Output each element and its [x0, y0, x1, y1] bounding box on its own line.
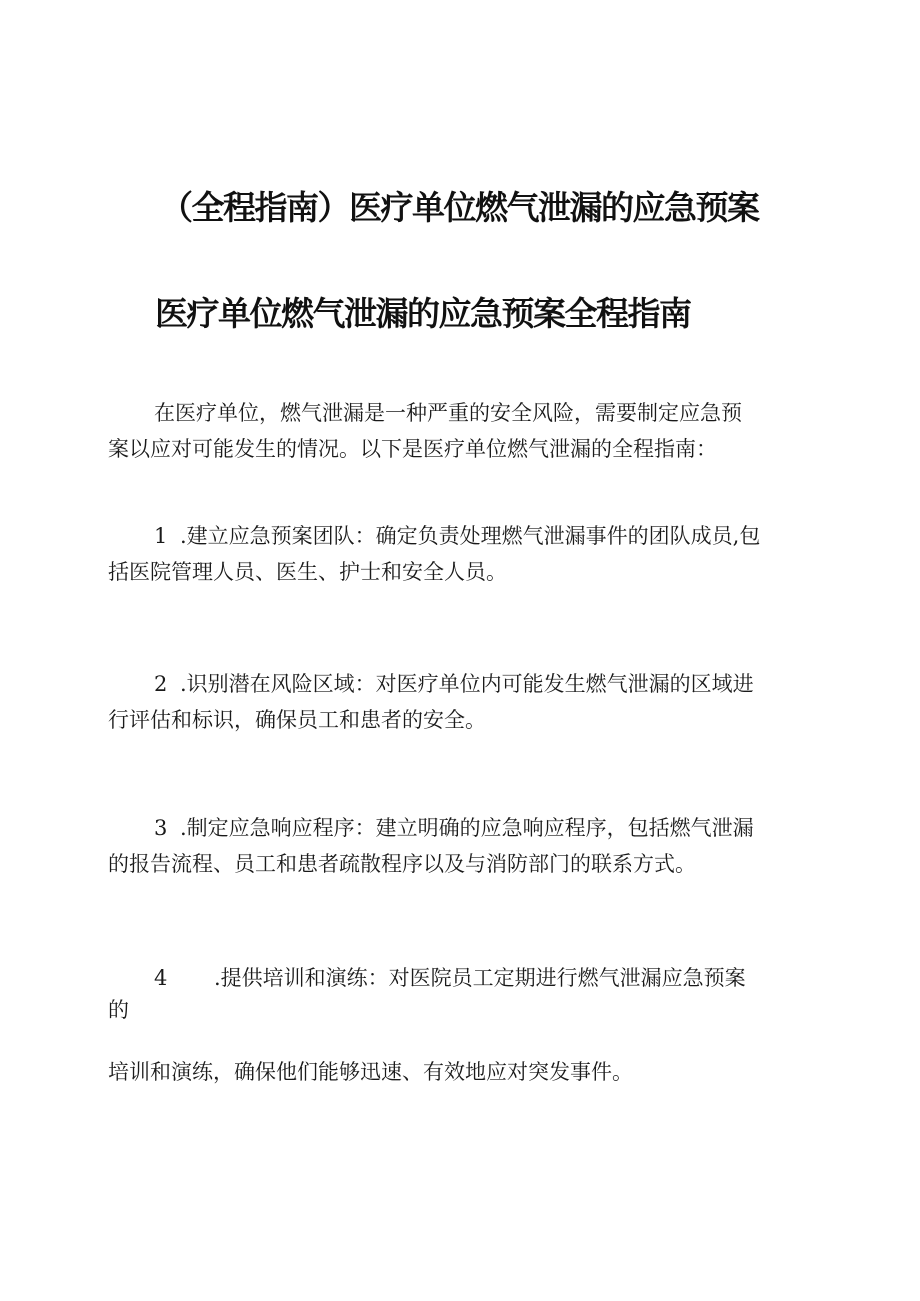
list-item-line-2: 括医院管理人员、医生、护士和安全人员。: [108, 560, 507, 584]
list-item-line-1: [108, 666, 754, 702]
intro-paragraph: [108, 395, 742, 467]
list-item-line-1: [108, 518, 760, 554]
list-item-line-2: 的: [108, 998, 129, 1022]
list-item-line-1: [108, 960, 746, 992]
list-item-number: 4: [154, 966, 168, 990]
intro-line-2: 案以应对可能发生的情况。以下是医疗单位燃气泄漏的全程指南：: [108, 437, 717, 461]
list-item-number: 1: [154, 524, 168, 548]
list-item: [108, 518, 760, 590]
list-item-line-2: 的报告流程、员工和患者疏散程序以及与消防部门的联系方式。: [108, 852, 696, 876]
list-item-text: .制定应急响应程序：建立明确的应急响应程序，包括燃气泄漏: [180, 816, 754, 840]
document-title: （全程指南）医疗单位燃气泄漏的应急预案: [160, 188, 759, 227]
list-item-text: .识别潜在风险区域：对医疗单位内可能发生燃气泄漏的区域进: [180, 672, 754, 696]
list-item-text: .建立应急预案团队：确定负责处理燃气泄漏事件的团队成员,包: [180, 524, 761, 548]
list-item-line-2: 行评估和标识，确保员工和患者的安全。: [108, 708, 486, 732]
list-item-text: .提供培训和演练：对医院员工定期进行燃气泄漏应急预案: [214, 966, 746, 990]
list-item-line-1: [108, 810, 754, 846]
intro-line-1: 在医疗单位，燃气泄漏是一种严重的安全风险，需要制定应急预: [154, 401, 742, 425]
list-item: [108, 810, 754, 882]
list-item-number: 3: [154, 816, 168, 840]
document-subtitle: 医疗单位燃气泄漏的应急预案全程指南: [155, 294, 691, 333]
list-item-number: 2: [154, 672, 168, 696]
list-item: [108, 666, 754, 738]
list-item-line-3: 培训和演练，确保他们能够迅速、有效地应对突发事件。: [108, 1060, 633, 1084]
list-item: [108, 960, 746, 1090]
